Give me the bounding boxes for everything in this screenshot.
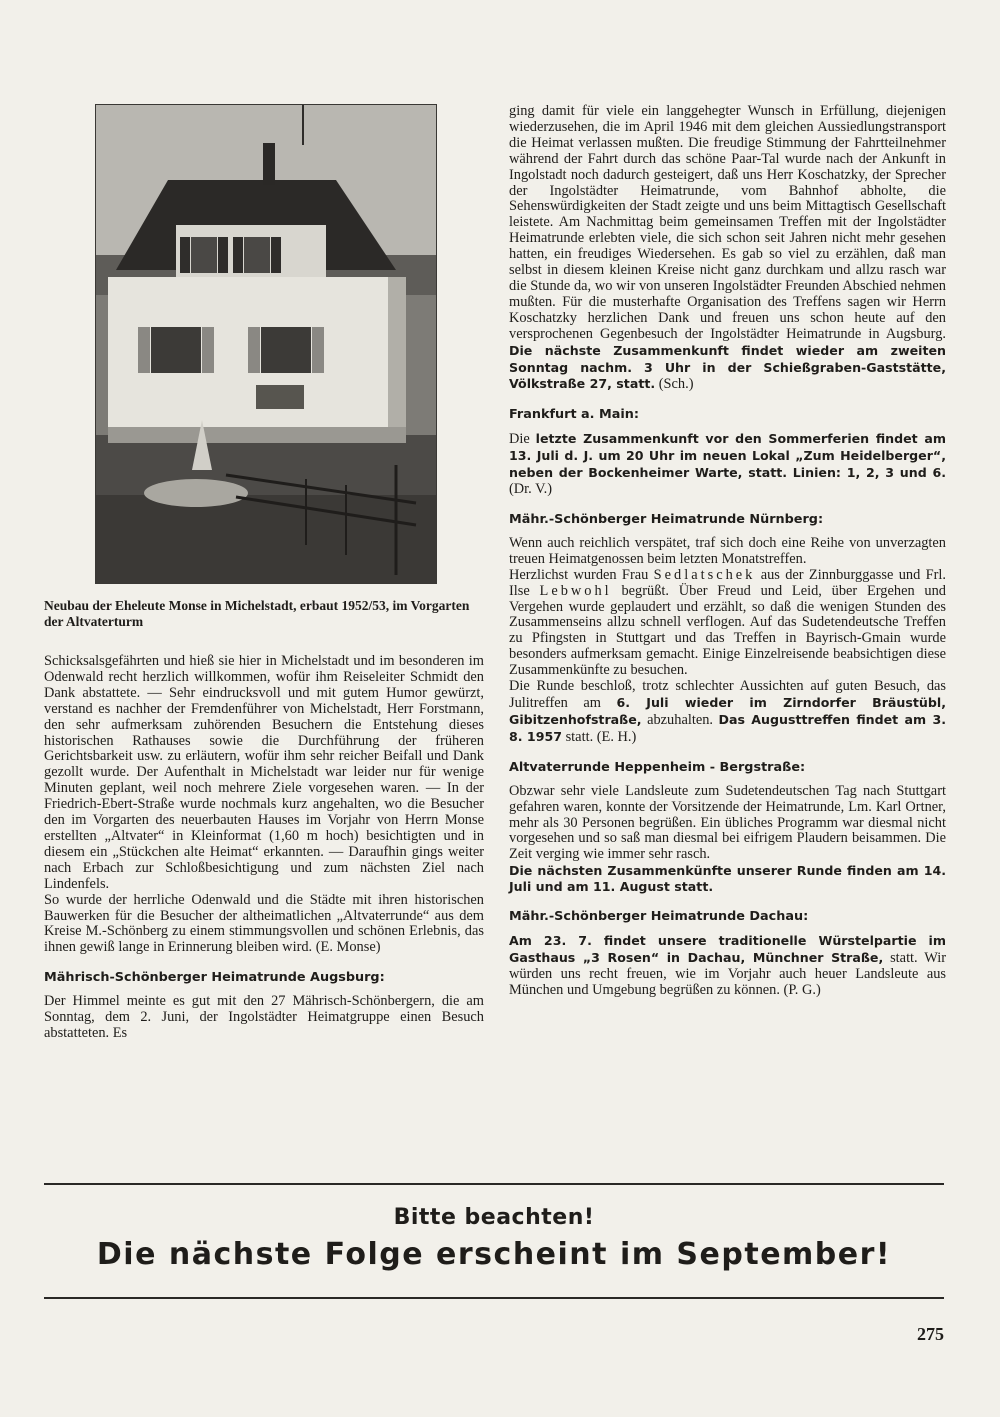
paragraph: Schicksalsgefährten und hieß sie hier in Michelstadt und im besonderen im Odenwald recht herzlich willkommen, wofür ihm Reiseleiter Schmidt den Dank abstattete. — Sehr eindrucksvoll und mit gutem Humor gewürzt, verstand es nachher der Fremdenführer von Michelstadt, Herr Forstmann, den sehr aufmerksam zuhörenden Besuchern die Entstehung dieses historischen Rathauses sowie die Durchführung der früheren Gerichtsbarkeit usw. zu erläutern, wofür ihm sehr reicher Beifall und Dank gezollt wurde. Der Aufenthalt in Michelstadt war leider nur für wenige Minuten geplant, weil noch mehrere Ziele vorgesehen waren. — In der Friedrich-Ebert-Straße wurde nochmals kurz angehalten, wo die Besucher den im Vorgarten des neuerbauten Hauses im Vorjahr von Herrn Monse erstellten „Altvater“ in Kleinformat (1,60 m hoch) besichtigten und in diesem ein „Stückchen alte Heimat“ erkannten. — Daraufhin gings weiter nach Erbach zur Schloßbesichtigung und zum nächsten Ziel nach Lindenfels.: [44, 653, 484, 892]
paragraph-text: Die Runde beschloß, trotz schlechter Aussichten auf guten Besuch, das Julitreffen am: [509, 678, 946, 711]
page-number: 275: [917, 1324, 944, 1344]
section-heading-nuernberg: Mähr.-Schönberger Heimatrunde Nürnberg:: [509, 511, 824, 527]
paragraph-text: statt. Wir würden uns recht freuen, wie im Vorjahr auch heuer Landsleute aus München und Umgebung begrüßen zu können. (P. G.): [509, 950, 947, 998]
paragraph: Wenn auch reichlich verspätet, traf sich doch eine Reihe von unverzagten treuen Heimatgenossen beim letzten Monatstreffen.: [509, 534, 946, 567]
person-name: Sedlatschek: [653, 566, 756, 583]
section-heading-dachau: Mähr.-Schönberger Heimatrunde Dachau:: [509, 909, 809, 925]
paragraph-bold: Das Augusttreffen findet am 3. 8. 1957: [509, 711, 946, 744]
section-heading-augsburg: Mährisch-Schönberger Heimatrunde Augsburg:: [44, 970, 385, 986]
paragraph-text: aus der Zinnburggasse und Frl. Ilse: [509, 566, 946, 599]
section-heading-heppenheim: Altvaterrunde Heppenheim - Bergstraße:: [509, 759, 806, 775]
paragraph-bold: Die nächste Zusammenkunft findet wieder am zweiten Sonntag nachm. 3 Uhr in der Schießgraben-Gaststätte, Völkstraße 27, statt.: [509, 342, 946, 392]
signature: (Dr. V.): [509, 481, 553, 498]
bottom-rule: [44, 1297, 944, 1299]
notice-line-1: Bitte beachten!: [393, 1205, 595, 1230]
paragraph: Der Himmel meinte es gut mit den 27 Mährisch-Schönbergern, die am Sonntag, dem 2. Juni, der Ingolstädter Heimatgruppe einen Besuch abstatteten. Es: [44, 993, 484, 1042]
paragraph-text: begrüßt. Über Freud und Leid, über Ergehen und Vergehen wurde geplaudert und erzählt, so daß die wenigen Stunden des Zusammenseins allzu schnell verflogen. Auf das Sudetendeutsche Treffen zu Pfingsten in Stuttgart und das Treffen in Bayrisch-Gmain wurde besonders aufmerksam gemacht. Einige Einzelreisende beabsichtigen diese Zusammenkünfte zu besuchen.: [509, 582, 946, 679]
paragraph-text: Herzlichst wurden Frau: [509, 566, 654, 583]
paragraph: [509, 568, 946, 679]
paragraph-text: abzuhalten.: [641, 711, 719, 728]
top-rule: [44, 1183, 944, 1185]
paragraph: So wurde der herrliche Odenwald und die Städte mit ihren historischen Bauwerken für die Besucher der altheimatlichen „Altvaterrunde“ aus dem Kreise M.-Schönberg zu einem stimmungsvollen und schönen Erlebnis, das ihnen gewiß lange in Erinnerung bleiben wird. (E. Monse): [44, 891, 484, 956]
paragraph: [509, 933, 946, 999]
house-photo: [95, 104, 437, 584]
paragraph: [509, 679, 946, 746]
person-name: Lebwohl: [539, 582, 612, 599]
paragraph-text: statt. (E. H.): [561, 728, 637, 745]
left-column: [44, 104, 484, 1042]
paragraph-text: Die: [509, 431, 536, 448]
notice-line-2: Die nächste Folge erscheint im September!: [96, 1237, 892, 1272]
paragraph-bold: 6. Juli wieder im Zirndorfer Bräustübl, Gibitzenhofstraße,: [509, 695, 946, 727]
paragraph: [509, 104, 946, 393]
signature: (Sch.): [655, 376, 694, 393]
paragraph: Obzwar sehr viele Landsleute zum Sudetendeutschen Tag nach Stuttgart gefahren waren, konnte der Vorsitzende der Heimatrunde, Lm. Karl Ortner, mehr als 30 Personen begrüßen. Ein übliches Programm war diesmal nicht vorgesehen und so saß man diesmal bei eifrigem Plaudern beisammen. Die Zeit verging wie immer sehr rasch.: [509, 782, 946, 863]
right-column: [509, 104, 946, 999]
paragraph-bold: letzte Zusammenkunft vor den Sommerferien findet am 13. Juli d. J. um 20 Uhr im neuen Lokal „Zum Heidelberger“, neben der Bockenheimer Warte, statt. Linien: 1, 2, 3 und 6.: [509, 431, 946, 481]
paragraph-bold: Am 23. 7. findet unsere traditionelle Würstelpartie im Gasthaus „3 Rosen“ in Dachau, Münchner Straße,: [509, 933, 946, 966]
house-photo-image: [96, 105, 436, 583]
paragraph-text: ging damit für viele ein langgehegter Wunsch in Erfüllung, diejenigen wiederzusehen, die im April 1946 mit dem gleichen Aussiedlungstransport die Heimat verlassen mußten. Die freudige Stimmung der Fahrtteilnehmer während der Fahrt durch das schöne Paar-Tal wurde nach der Ankunft in Ingolstadt noch dadurch gesteigert, daß uns Herr Koschatzky, der Sprecher der Ingolstädter Heimatrunde, vom Bahnhof abholte, die Sehenswürdigkeiten der Stadt zeigte und uns beim Mittagtisch Gesellschaft leistete. Am Nachmittag beim gemeinsamen Treffen mit der Ingolstädter Heimatrunde erlebten viele, die sich schon seit Jahren nicht mehr gesehen hatten, ein freudiges Wiedersehen. Es gab so viel zu erzählen, daß man selbst in diesem kleinen Kreise nicht ganz durchkam und allzu rasch war die Stunde da, wo wir von unseren Ingolstädter Freunden Abschied nehmen mußten. Für die musterhafte Organisation des Treffens sagen wir Herrn Koschatzky herzlichen Dank und freuen uns schon heute auf den versprochenen Gegenbesuch der Ingolstädter Heimatrunde in Augsburg.: [509, 103, 946, 342]
section-heading-frankfurt: Frankfurt a. Main:: [509, 407, 639, 423]
paragraph-bold: Die nächsten Zusammenkünfte unserer Runde finden am 14. Juli und am 11. August statt.: [509, 863, 946, 895]
photo-caption: Neubau der Eheleute Monse in Michelstadt, erbaut 1952/53, im Vorgarten der Altvaterturm: [44, 598, 470, 629]
paragraph: [509, 431, 946, 498]
